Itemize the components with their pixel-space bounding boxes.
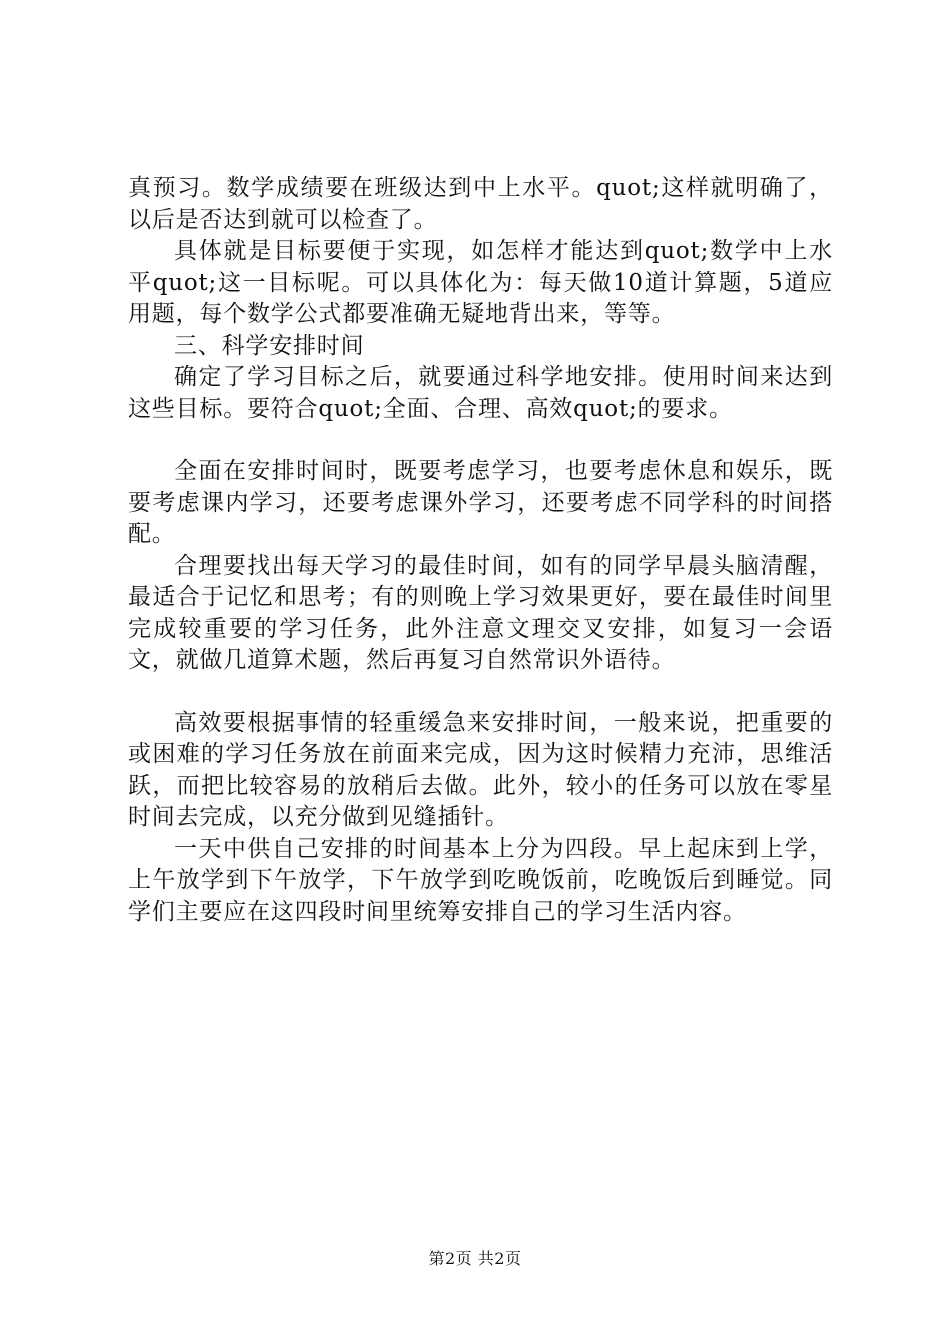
page-footer: 第2页 共2页 (428, 1249, 522, 1268)
paragraph-reasonable: 合理要找出每天学习的最佳时间，如有的同学早晨头脑清醒，最适合于记忆和思考；有的则晚上学习效果更好，要在最佳时间里完成较重要的学习任务，此外注意文理交叉安排，如复习一会语文，就做几道算术题，然后再复习自然常识外语待。 (128, 552, 833, 673)
paragraph-four-periods: 一天中供自己安排的时间基本上分为四段。早上起床到上学，上午放学到下午放学，下午放学到吃晚饭前，吃晚饭后到睡觉。同学们主要应在这四段时间里统筹安排自己的学习生活内容。 (128, 835, 833, 925)
paragraph-specific-goals: 具体就是目标要便于实现，如怎样才能达到quot;数学中上水平quot;这一目标呢。可以具体化为：每天做10道计算题，5道应用题，每个数学公式都要准确无疑地背出来，等等。 (128, 238, 833, 327)
document-body (128, 173, 833, 928)
section-heading-schedule-time: 三、科学安排时间 (174, 332, 365, 359)
paragraph-requirements: 确定了学习目标之后，就要通过科学地安排。使用时间来达到这些目标。要符合quot;全面、合理、高效quot;的要求。 (128, 364, 833, 422)
paragraph-continuation: 真预习。数学成绩要在班级达到中上水平。quot;这样就明确了，以后是否达到就可以检查了。 (128, 175, 833, 233)
paragraph-efficient: 高效要根据事情的轻重缓急来安排时间，一般来说，把重要的或困难的学习任务放在前面来完成，因为这时候精力充沛，思维活跃，而把比较容易的放稍后去做。此外，较小的任务可以放在零星时间去完成，以充分做到见缝插针。 (128, 709, 833, 830)
paragraph-comprehensive: 全面在安排时间时，既要考虑学习，也要考虑休息和娱乐，既要考虑课内学习，还要考虑课外学习，还要考虑不同学科的时间搭配。 (128, 458, 833, 547)
